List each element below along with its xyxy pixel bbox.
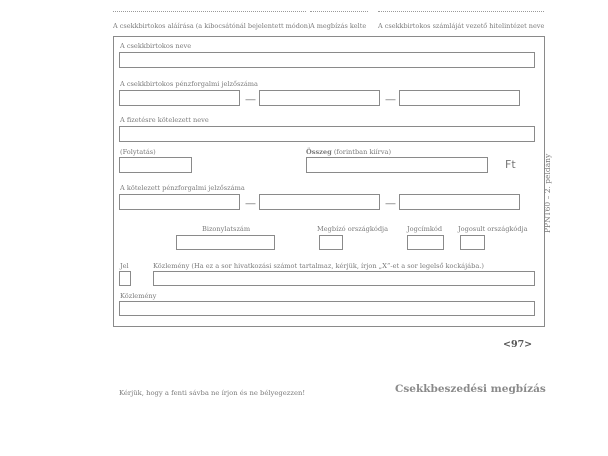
beneficiary-country-label: Jogosult országkódja <box>458 225 528 233</box>
dash-separator: — <box>245 93 256 106</box>
bottom-note: Kérjük, hogy a fenti sávba ne írjon és ne bélyegezzen! <box>119 389 306 397</box>
holder-account-field-1[interactable] <box>119 90 240 106</box>
bank-name-label: A csekkbirtokos számláját vezető hitelintézet neve <box>378 22 545 30</box>
amount-label <box>306 148 391 156</box>
client-country-label: Megbízó országkódja <box>317 225 389 233</box>
continuation-field[interactable] <box>119 157 192 173</box>
amount-label-rest: (forintban kiírva) <box>331 148 392 156</box>
holder-name-field[interactable] <box>119 52 535 68</box>
reference-mark-checkbox[interactable] <box>119 271 131 286</box>
form-copy-label: PPNT60 – 2. példány <box>543 153 552 233</box>
date-line <box>310 11 368 12</box>
payer-name-field[interactable] <box>119 126 535 142</box>
beneficiary-country-field[interactable] <box>460 235 485 250</box>
obligor-account-label: A kötelezett pénzforgalmi jelzőszáma <box>120 184 245 192</box>
dash-separator: — <box>385 93 396 106</box>
dash-separator: — <box>385 197 396 210</box>
form-code: <97> <box>503 339 533 350</box>
date-label: A megbízás kelte <box>310 22 367 30</box>
holder-account-field-2[interactable] <box>259 90 380 106</box>
dash-separator: — <box>245 197 256 210</box>
form-frame <box>113 36 545 327</box>
doc-number-label: Bizonylatszám <box>202 225 251 233</box>
client-country-field[interactable] <box>319 235 343 250</box>
amount-field[interactable] <box>306 157 488 173</box>
obligor-account-field-1[interactable] <box>119 194 240 210</box>
remark2-field[interactable] <box>119 301 535 316</box>
holder-account-field-3[interactable] <box>399 90 520 106</box>
remark-label: Közlemény (Ha ez a sor hivatkozási számot tartalmaz, kérjük, írjon „X”-et a sor legelső kockájába.) <box>153 262 484 270</box>
remark-field[interactable] <box>153 271 535 286</box>
bank-name-line <box>378 11 544 12</box>
title-code-label: Jogcímkód <box>407 225 443 233</box>
remark2-label: Közlemény <box>120 292 157 300</box>
obligor-account-field-3[interactable] <box>399 194 520 210</box>
mark-label: Jel <box>120 262 129 270</box>
obligor-account-field-2[interactable] <box>259 194 380 210</box>
doc-number-field[interactable] <box>176 235 275 250</box>
holder-name-label: A csekkbirtokos neve <box>120 42 192 50</box>
currency-label: Ft <box>505 158 516 171</box>
holder-account-label: A csekkbirtokos pénzforgalmi jelzőszáma <box>120 80 258 88</box>
form-title: Csekkbeszedési megbízás <box>395 383 546 395</box>
signature-label: A csekkbirtokos aláírása (a kibocsátónál bejelentett módon) <box>113 22 311 30</box>
signature-line <box>113 11 306 12</box>
amount-label-bold: Összeg <box>306 148 332 156</box>
continuation-label: (Folytatás) <box>120 148 156 156</box>
title-code-field[interactable] <box>407 235 444 250</box>
payer-name-label: A fizetésre kötelezett neve <box>120 116 209 124</box>
